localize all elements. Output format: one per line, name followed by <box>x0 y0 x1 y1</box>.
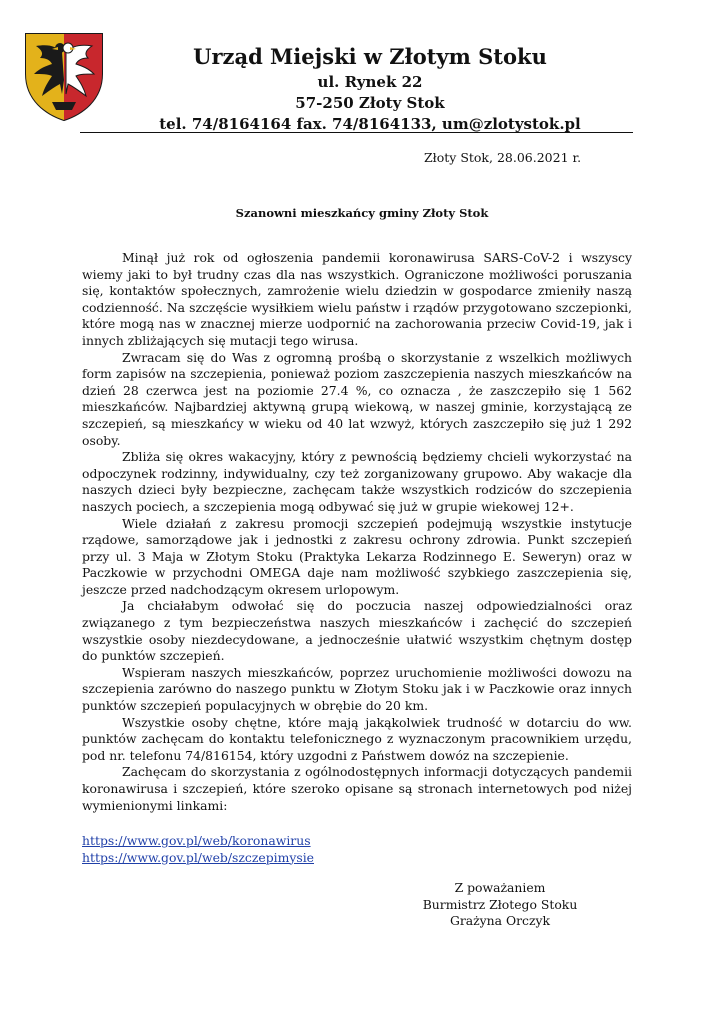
letter-body <box>82 250 632 814</box>
signature-name: Grażyna Orczyk <box>449 913 551 929</box>
signature-role: Burmistrz Złotego Stoku <box>422 896 578 912</box>
letter-salutation: Szanowni mieszkańcy gminy Złoty Stok <box>235 206 489 220</box>
paragraph: Wspieram naszych mieszkańców, poprzez uruchomienie możliwości dowozu na szczepienia zarówno do naszego punktu w Złotym Stoku jak i w Paczkowie oraz innych punktów szczepień populacyjnych w obrębie do 20 km. <box>82 664 632 714</box>
paragraph: Minął już rok od ogłoszenia pandemii koronawirusa SARS-CoV-2 i wszyscy wiemy jaki to był trudny czas dla nas wszystkich. Ograniczone możliwości poruszania się, kontaktów społecznych, zamrożenie wielu dziedzin w gospodarce zmieniły naszą codzienność. Na szczęście wysiłkiem wielu państw i rządów przygotowano szczepionki, które mogą nas w znacznej mierze uodpornić na zachorowania przeciw Covid-19, jak i innych zbliżających się mutacji tego wirusa. <box>82 250 632 348</box>
office-postal-code: 57-250 Złoty Stok <box>295 94 445 112</box>
paragraph: Ja chciałabym odwołać się do poczucia naszej odpowiedzialności oraz związanego z tym bezpieczeństwa naszych mieszkańców i zachęcić do szczepień wszystkie osoby niezdecydowane, a jednocześnie ułatwić wszystkim chętnym dostęp do punktów szczepień. <box>82 598 632 664</box>
links-list <box>82 833 314 866</box>
paragraph: Wszystkie osoby chętne, które mają jakąkolwiek trudność w dotarciu do ww. punktów zachęcam do kontaktu telefonicznego z wyznaczonym pracownikiem urzędu, pod nr. telefonu 74/816154, który uzgodni z Państwem dowóz na szczepienie. <box>82 714 632 763</box>
paragraph: Wiele działań z zakresu promocji szczepień podejmują wszystkie instytucje rządowe, samorządowe jak i jednostki z zakresu ochrony zdrowia. Punkt szczepień przy ul. 3 Maja w Złotym Stoku (Praktyka Lekarza Rodzinnego E. Seweryn) oraz w Paczkowie w przychodni OMEGA daje nam możliwość szybkiego zaszczepienia się, jeszcze przed nadchodzącym okresem urlopowym. <box>82 515 632 597</box>
letter-date: Złoty Stok, 28.06.2021 r. <box>424 150 582 165</box>
signature-block <box>410 880 590 930</box>
header-divider <box>80 132 633 133</box>
office-street: ul. Rynek 22 <box>317 73 423 91</box>
signature-closing: Z poważaniem <box>454 880 546 895</box>
link-szczepimysie[interactable]: https://www.gov.pl/web/szczepimysie <box>82 849 314 865</box>
coat-of-arms-icon <box>22 30 106 122</box>
office-contacts: tel. 74/8164164 fax. 74/8164133, um@zlotystok.pl <box>159 115 581 133</box>
paragraph: Zachęcam do skorzystania z ogólnodostępnych informacji dotyczących pandemii koronawirusa i szczepień, które szeroko opisane są stronach internetowych pod niżej wymienionymi linkami: <box>82 764 632 813</box>
link-koronawirus[interactable]: https://www.gov.pl/web/koronawirus <box>82 833 311 848</box>
paragraph: Zbliża się okres wakacyjny, który z pewnością będziemy chcieli wykorzystać na odpoczynek rodzinny, indywidualny, czy też zorganizowany grupowo. Aby wakacje dla naszych dzieci były bezpieczne, zachęcam także wszystkich rodziców do szczepienia naszych pociech, a szczepienia mogą odbywać się już w grupie wiekowej 12+. <box>82 449 632 514</box>
paragraph: Zwracam się do Was z ogromną prośbą o skorzystanie z wszelkich możliwych form zapisów na szczepienia, ponieważ poziom zaszczepienia naszych mieszkańców na dzień 28 czerwca jest na poziomie 27.4 %, co oznacza , że zaszczepiło się 1 562 mieszkańców. Najbardziej aktywną grupą wiekową, w naszej gminie, korzystającą ze szczepień, są mieszkańcy w wieku od 40 lat wzwyż, których zaszczepiło się już 1 292 osoby. <box>82 349 632 448</box>
office-name-heading: Urząd Miejski w Złotym Stoku <box>193 44 547 69</box>
